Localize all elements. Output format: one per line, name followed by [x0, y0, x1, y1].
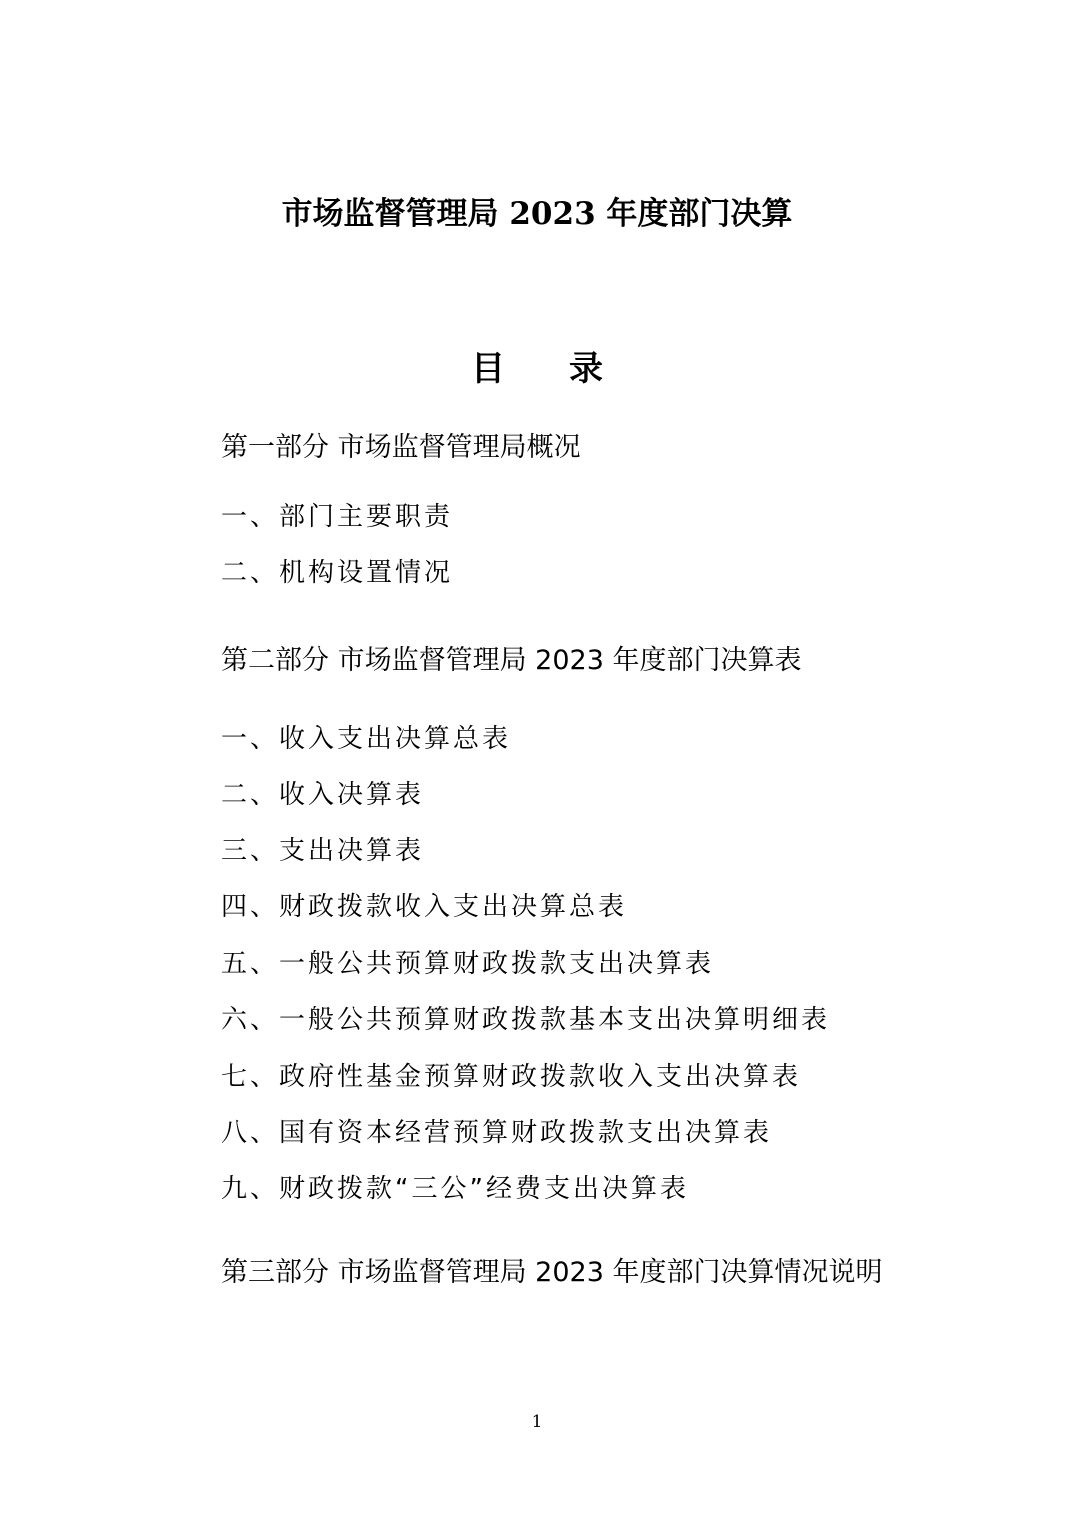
toc-item: 六、一般公共预算财政拨款基本支出决算明细表: [221, 1005, 831, 1035]
toc-item: 一、收入支出决算总表: [221, 724, 512, 754]
toc-heading: [0, 344, 1074, 394]
toc-item: 四、财政拨款收入支出决算总表: [221, 892, 628, 922]
toc-item: 八、国有资本经营预算财政拨款支出决算表: [221, 1118, 773, 1148]
toc-heading-char-2: 录: [569, 349, 603, 389]
page-number: 1: [531, 1412, 543, 1432]
part-2-heading: 第二部分 市场监督管理局 2023 年度部门决算表: [221, 645, 802, 676]
toc-item: 二、收入决算表: [221, 780, 425, 810]
toc-item: 七、政府性基金预算财政拨款收入支出决算表: [221, 1062, 802, 1092]
toc-item: 一、部门主要职责: [221, 502, 454, 532]
part-1-heading: 第一部分 市场监督管理局概况: [221, 432, 581, 463]
toc-item: 五、一般公共预算财政拨款支出决算表: [221, 949, 715, 979]
toc-item: 三、支出决算表: [221, 836, 425, 866]
toc-heading-char-1: 目: [471, 349, 505, 389]
part-3-heading: 第三部分 市场监督管理局 2023 年度部门决算情况说明: [221, 1257, 883, 1288]
document-title: 市场监督管理局 2023 年度部门决算: [281, 196, 793, 232]
toc-item: 二、机构设置情况: [221, 558, 454, 588]
toc-item: 九、财政拨款“三公”经费支出决算表: [221, 1174, 689, 1204]
